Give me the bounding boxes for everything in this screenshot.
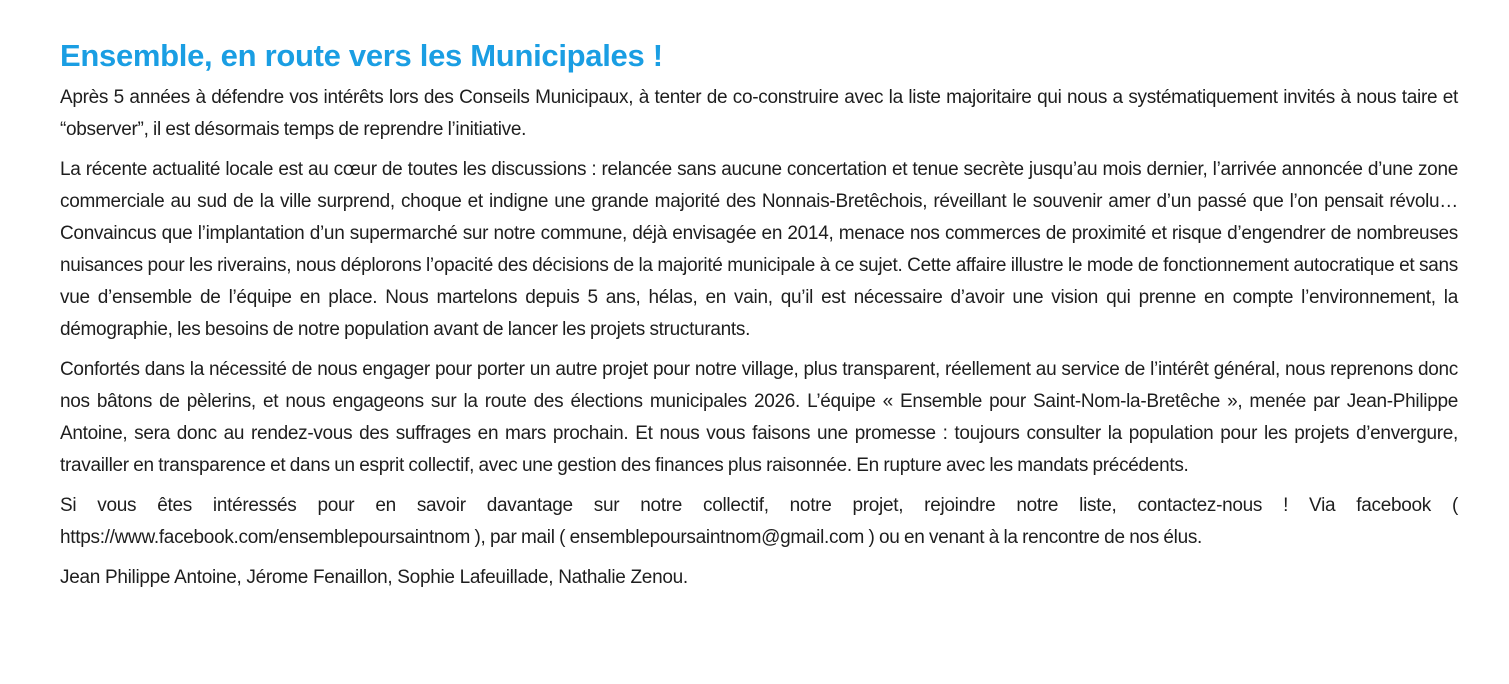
article-paragraph-4: Si vous êtes intéressés pour en savoir davantage sur notre collectif, notre projet, rejoindre notre liste, contactez-nous ! Via facebook ( https://www.facebook.com/ensemblepoursaintnom ), par mail ( ensemblepoursaintnom@gmail.com ) ou en venant à la rencontre de nos élus.	[60, 495, 1458, 548]
article-paragraph-2: La récente actualité locale est au cœur de toutes les discussions : relancée sans aucune concertation et tenue secrète jusqu’au mois dernier, l’arrivée annoncée d’une zone commerciale au sud de la ville surprend, choque et indigne une grande majorité des Nonnais-Bretêchois, réveillant le souvenir amer d’un passé que l’on pensait révolu… Convaincus que l’implantation d’un supermarché sur notre commune, déjà envisagée en 2014, menace nos commerces de proximité et risque d’engendrer de nombreuses nuisances pour les riverains, nous déplorons l’opacité des décisions de la majorité municipale à ce sujet. Cette affaire illustre le mode de fonctionnement autocratique et sans vue d’ensemble de l’équipe en place. Nous martelons depuis 5 ans, hélas, en vain, qu’il est nécessaire d’avoir une vision qui prenne en compte l’environnement, la démographie, les besoins de notre population avant de lancer les projets structurants.	[60, 159, 1458, 340]
article-paragraph-1: Après 5 années à défendre vos intérêts lors des Conseils Municipaux, à tenter de co-construire avec la liste majoritaire qui nous a systématiquement invités à nous taire et “observer”, il est désormais temps de reprendre l’initiative.	[60, 87, 1458, 140]
article-title: Ensemble, en route vers les Municipales !	[60, 38, 663, 73]
article-signature: Jean Philippe Antoine, Jérome Fenaillon, Sophie Lafeuillade, Nathalie Zenou.	[60, 567, 688, 588]
article	[60, 36, 1458, 594]
article-paragraph-3: Confortés dans la nécessité de nous engager pour porter un autre projet pour notre village, plus transparent, réellement au service de l’intérêt général, nous reprenons donc nos bâtons de pèlerins, et nous engageons sur la route des élections municipales 2026. L’équipe « Ensemble pour Saint-Nom-la-Bretêche », menée par Jean-Philippe Antoine, sera donc au rendez-vous des suffrages en mars prochain. Et nous vous faisons une promesse : toujours consulter la population pour les projets d’envergure, travailler en transparence et dans un esprit collectif, avec une gestion des finances plus raisonnée. En rupture avec les mandats précédents.	[60, 359, 1458, 476]
